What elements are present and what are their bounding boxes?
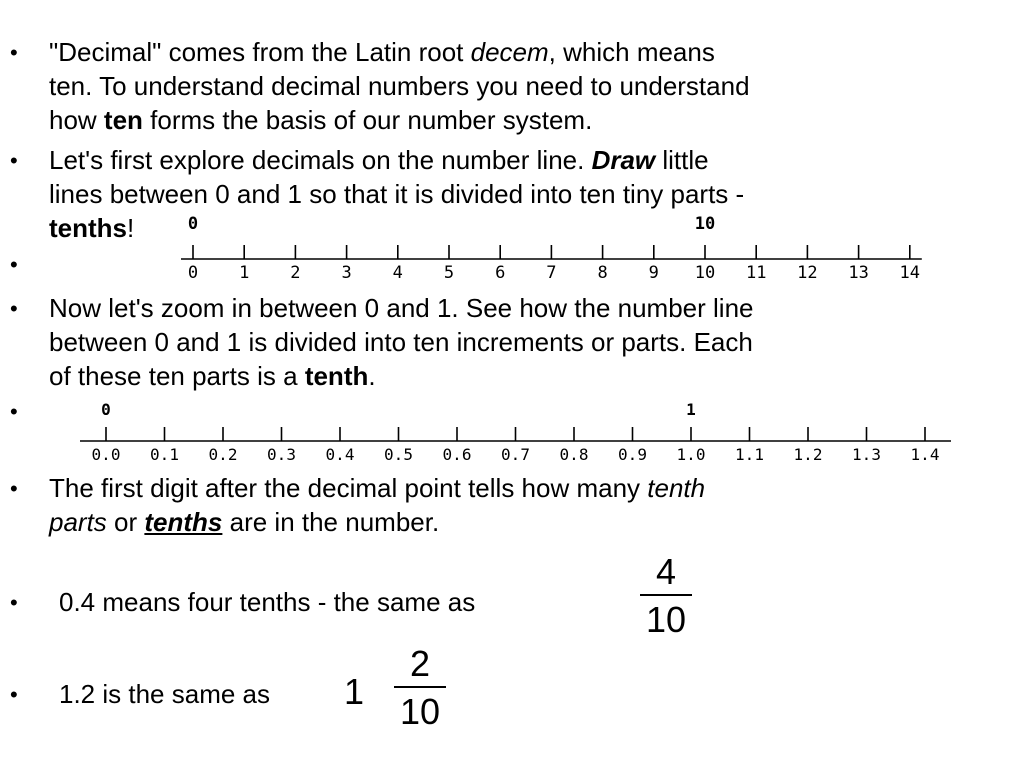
bullet-line <box>49 472 705 505</box>
number-line-tick-label: 0.8 <box>559 445 589 464</box>
text-run: ! <box>127 213 135 243</box>
number-line-tick-label: 1.2 <box>793 445 823 464</box>
text-run: forms the basis of our number system. <box>142 105 593 135</box>
number-line-top-label: 0 <box>101 400 111 419</box>
fraction-bar <box>640 594 692 596</box>
bullet-marker: • <box>10 296 18 321</box>
text-run: ten <box>103 105 143 135</box>
number-line-tick-label: 13 <box>848 263 869 282</box>
number-line-tick-label: 1.1 <box>735 445 764 464</box>
text-run: ten. To understand decimal numbers you need to understand <box>49 71 750 101</box>
text-run: between 0 and 1 is divided into ten increments or parts. Each <box>49 327 753 357</box>
number-line-top-label: 0 <box>187 214 199 234</box>
bullet-marker: • <box>10 252 18 277</box>
text-run: tenths <box>49 213 127 243</box>
bullet-line <box>49 144 709 177</box>
text-run: The first digit after the decimal point tells how many <box>49 473 648 503</box>
bullet-marker: • <box>10 476 18 501</box>
number-line-tick-label: 0.7 <box>501 445 530 464</box>
number-line-tick-label: 11 <box>745 263 767 282</box>
number-line-top-label: 10 <box>694 214 716 234</box>
text-run: Now let's zoom in between 0 and 1. See how the number line <box>49 293 754 323</box>
bullet-zoom-in <box>0 292 1024 392</box>
number-line-tick-label: 8 <box>597 263 608 282</box>
number-line-tick-label: 0.3 <box>267 445 296 464</box>
bullet-line <box>49 506 439 539</box>
number-line-tick-label: 9 <box>648 263 659 282</box>
bullet-marker: • <box>10 590 18 615</box>
number-line-tenths <box>75 400 965 466</box>
text-run: parts <box>49 507 107 537</box>
bullet-marker: • <box>10 148 18 173</box>
bullet-example-1-2 <box>0 678 400 711</box>
text-run: are in the number. <box>222 507 440 537</box>
number-line-tick-label: 10 <box>694 263 716 282</box>
bullet-line <box>49 104 592 137</box>
bullet-first-digit <box>0 472 1024 542</box>
text-run: decem <box>470 37 549 67</box>
fraction-two-tenths <box>394 643 446 732</box>
bullet-line <box>49 326 753 359</box>
number-line-tick-label: 0.1 <box>150 445 179 464</box>
number-line-whole <box>175 212 935 282</box>
example-text: 1.2 is the same as <box>59 679 270 709</box>
text-run: tenth <box>647 473 706 503</box>
number-line-tick-label: 3 <box>341 263 352 282</box>
example-text: 0.4 means four tenths - the same as <box>59 587 476 617</box>
number-line-tick-label: 12 <box>797 263 818 282</box>
number-line-top-label: 1 <box>686 400 696 419</box>
number-line-tick-label: 0.5 <box>384 445 413 464</box>
number-line-tick-label: 4 <box>392 263 403 282</box>
number-line-tick-label: 5 <box>443 263 455 282</box>
number-line-tick-label: 0.4 <box>325 445 355 464</box>
text-run: Let's first explore decimals on the number line. <box>49 145 592 175</box>
bullet-marker: • <box>10 682 18 707</box>
text-run: of these ten parts is a <box>49 361 305 391</box>
number-line-tick-label: 14 <box>899 263 921 282</box>
number-line-tick-label: 1.0 <box>676 445 706 464</box>
bullet-marker: • <box>10 399 18 424</box>
text-run: little <box>655 145 709 175</box>
number-line-tick-label: 6 <box>495 263 506 282</box>
bullet-line <box>49 292 754 325</box>
fraction-numerator: 4 <box>655 551 677 592</box>
number-line-tick-label: 1.3 <box>852 445 881 464</box>
text-run: , which means <box>548 37 715 67</box>
text-run: . <box>368 361 376 391</box>
bullet-line <box>49 212 134 245</box>
number-line-tick-label: 7 <box>546 263 557 282</box>
mixed-number-whole: 1 <box>344 671 365 712</box>
text-run: Draw <box>591 145 656 175</box>
number-line-tick-label: 0.0 <box>91 445 121 464</box>
text-run: lines between 0 and 1 so that it is divided into ten tiny parts - <box>49 179 745 209</box>
text-run: "Decimal" comes from the Latin root <box>49 37 471 67</box>
bullet-example-0-4 <box>0 586 640 619</box>
text-run: or <box>106 507 145 537</box>
fraction-denominator: 10 <box>399 691 441 732</box>
number-line-tick-label: 0.9 <box>618 445 647 464</box>
text-run: how <box>49 105 104 135</box>
text-run: tenths <box>144 507 223 537</box>
bullet-line <box>49 178 744 211</box>
number-line-tick-label: 0 <box>187 263 199 282</box>
bullet-line <box>49 36 715 69</box>
number-line-tick-label: 0.2 <box>208 445 238 464</box>
bullet-marker: • <box>10 40 18 65</box>
text-run: tenth <box>304 361 369 391</box>
bullet-decimal-origin <box>0 36 1024 136</box>
number-line-tick-label: 1 <box>239 263 250 282</box>
fraction-bar <box>394 686 446 688</box>
number-line-tick-label: 1.4 <box>910 445 940 464</box>
fraction-numerator: 2 <box>409 643 431 684</box>
fraction-denominator: 10 <box>645 599 687 640</box>
bullet-line <box>49 360 376 393</box>
bullet-line <box>49 70 750 103</box>
fraction-four-tenths <box>640 551 692 640</box>
number-line-tick-label: 2 <box>290 263 301 282</box>
number-line-tick-label: 0.6 <box>442 445 472 464</box>
